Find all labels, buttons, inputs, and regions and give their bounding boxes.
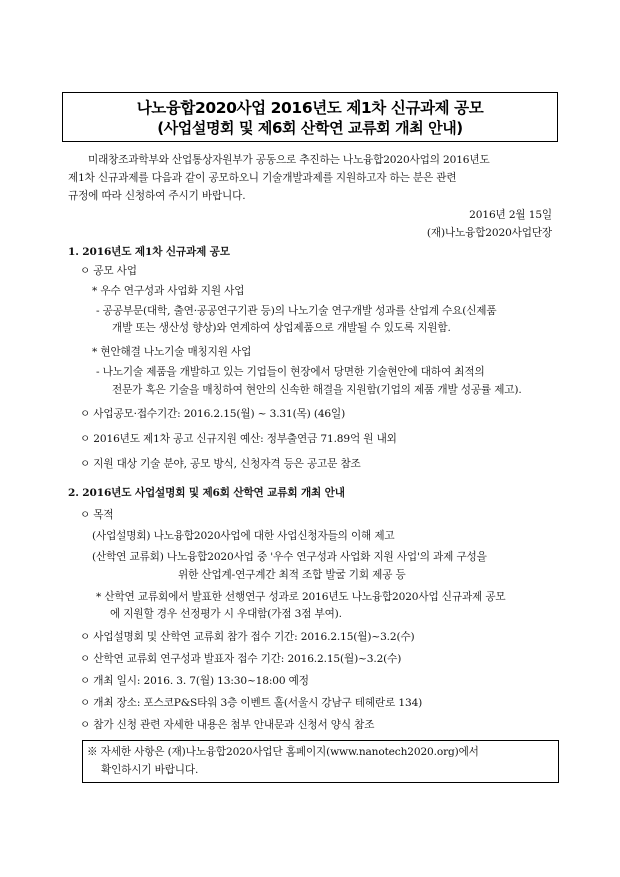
intro-line: 규정에 따라 신청하여 주시기 바랍니다.	[68, 190, 246, 202]
bullet-item: ㅇ 산학연 교류회 연구성과 발표자 접수 기간: 2016.2.15(월)~3.2(수)	[80, 653, 402, 665]
bullet-item: ㅇ 목적	[80, 509, 114, 521]
detail-line: 전문가 혹은 기술을 매칭하여 현안의 신속한 해결을 지원함(기업의 제품 개발 성공률 제고).	[112, 384, 522, 396]
issuer: (재)나노융합2020사업단장	[426, 227, 552, 239]
bullet-item: ㅇ 참가 신청 관련 자세한 내용은 첨부 안내문과 신청서 양식 참조	[80, 719, 375, 731]
detail-line: 개발 또는 생산성 향상)와 연계하여 상업제품으로 개발될 수 있도록 지원함.	[112, 322, 451, 334]
section2-heading: 2. 2016년도 사업설명회 및 제6회 산학연 교류회 개최 안내	[68, 487, 345, 499]
intro-line: 미래창조과학부와 산업통상자원부가 공동으로 추진하는 나노융합2020사업의 2016년도	[88, 154, 490, 166]
bullet-item: ㅇ 지원 대상 기술 분야, 공모 방식, 신청자격 등은 공고문 참조	[80, 458, 361, 470]
detail-line: - 공공부문(대학, 출연·공공연구기관 등)의 나노기술 연구개발 성과를 산업계 수요(신제품	[96, 305, 497, 317]
purpose-line: (산학연 교류회) 나노융합2020사업 중 '우수 연구성과 사업화 지원 사업'의 과제 구성을	[92, 551, 487, 563]
notice-box	[82, 740, 559, 783]
note-line: * 산학연 교류회에서 발표한 선행연구 성과로 2016년도 나노융합2020사업 신규과제 공모	[96, 591, 506, 603]
intro-line: 제1차 신규과제를 다음과 같이 공모하오니 기술개발과제를 지원하고자 하는 분은 관련	[68, 172, 457, 184]
notice-line: ※ 자세한 사항은 (재)나노융합2020사업단 홈페이지(www.nanotech2020.org)에서	[87, 746, 479, 758]
purpose-line: (사업설명회) 나노융합2020사업에 대한 사업신청자들의 이해 제고	[92, 530, 395, 542]
note-line: 에 지원할 경우 선정평가 시 우대함(가점 3점 부여).	[110, 608, 342, 620]
detail-line: - 나노기술 제품을 개발하고 있는 기업들이 현장에서 당면한 기술현안에 대하여 최적의	[96, 366, 485, 378]
document-subtitle: (사업설명회 및 제6회 산학연 교류회 개최 안내)	[157, 119, 463, 137]
bullet-item: ㅇ 사업설명회 및 산학연 교류회 참가 접수 기간: 2016.2.15(월)~3.2(수)	[80, 631, 415, 643]
notice-line: 확인하시기 바랍니다.	[101, 764, 199, 776]
sub-item: * 우수 연구성과 사업화 지원 사업	[92, 285, 245, 297]
section1-heading: 1. 2016년도 제1차 신규과제 공모	[68, 246, 230, 258]
bullet-item: ㅇ 개최 일시: 2016. 3. 7(월) 13:30~18:00 예정	[80, 675, 309, 687]
bullet-item: ㅇ 2016년도 제1차 공고 신규지원 예산: 정부출연금 71.89억 원 내외	[80, 433, 397, 445]
bullet-item: ㅇ 공모 사업	[80, 265, 137, 277]
notice-date: 2016년 2월 15일	[469, 209, 552, 221]
purpose-line: 위한 산업계-연구계간 최적 조합 발굴 기회 제공 등	[178, 569, 406, 581]
sub-item: * 현안해결 나노기술 매칭지원 사업	[92, 346, 252, 358]
document-title: 나노융합2020사업 2016년도 제1차 신규과제 공모	[136, 99, 484, 117]
bullet-item: ㅇ 사업공모·접수기간: 2016.2.15(월) ~ 3.31(목) (46일)	[80, 408, 346, 420]
bullet-item: ㅇ 개최 장소: 포스코P&S타워 3층 이벤트 홀(서울시 강남구 테헤란로 134)	[80, 697, 423, 709]
title-box	[62, 92, 558, 142]
